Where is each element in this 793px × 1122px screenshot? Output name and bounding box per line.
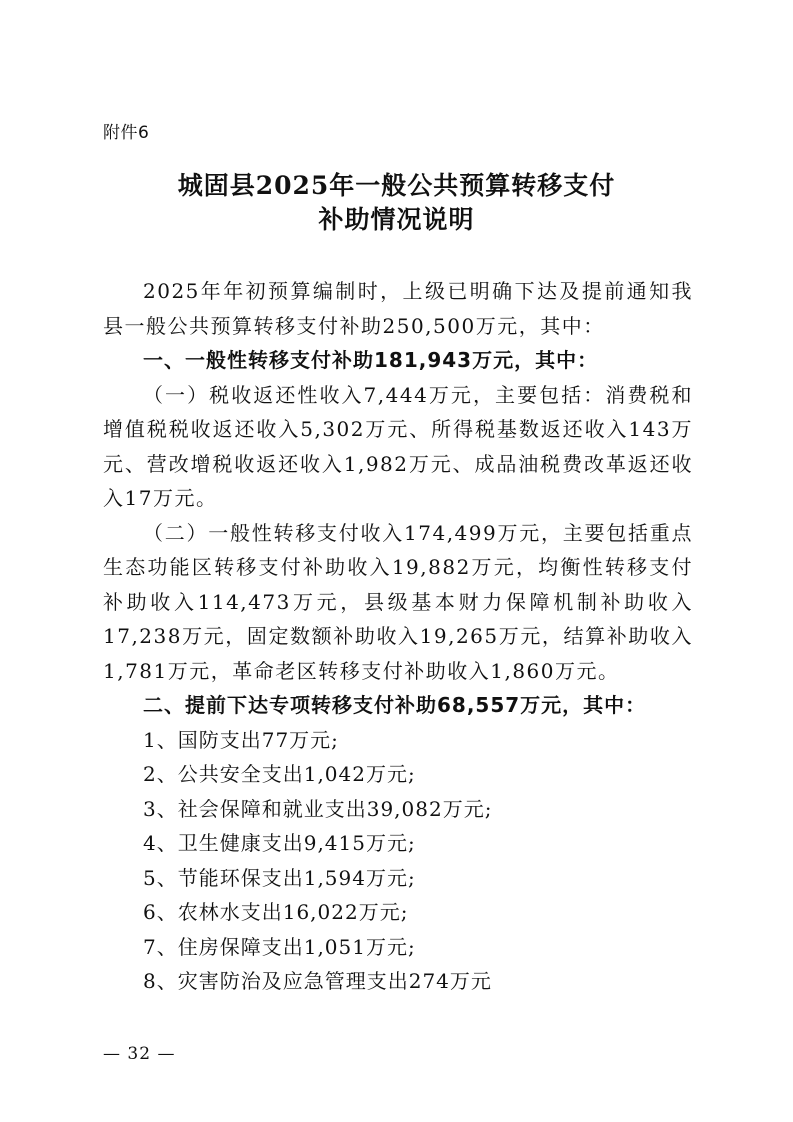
subsection-paragraph-1: （一）税收返还性收入7,444万元，主要包括：消费税和增值税税收返还收入5,302万元、所得税基数返还收入143万元、营改增税收返还收入1,982万元、成品油税费改革返还收入17万元。: [103, 382, 693, 510]
list-item: 6、农林水支出16,022万元;: [143, 900, 409, 924]
document-body: [103, 274, 693, 999]
subsection-paragraph-2: （二）一般性转移支付收入174,499万元，主要包括重点生态功能区转移支付补助收入19,882万元，均衡性转移支付补助收入114,473万元，县级基本财力保障机制补助收入17,238万元，固定数额补助收入19,265万元，结算补助收入1,781万元，革命老区转移支付补助收入1,860万元。: [103, 520, 693, 683]
attachment-label: 附件6: [103, 123, 150, 143]
section-heading-2: 二、提前下达专项转移支付补助68,557万元，其中：: [143, 693, 647, 717]
intro-paragraph: 2025年年初预算编制时，上级已明确下达及提前通知我县一般公共预算转移支付补助250,500万元，其中：: [103, 279, 693, 338]
list-item: 4、卫生健康支出9,415万元;: [143, 831, 416, 855]
list-item: 8、灾害防治及应急管理支出274万元: [143, 969, 492, 993]
page-number: — 32 —: [103, 1044, 176, 1064]
section-heading-1: 一、一般性转移支付补助181,943万元，其中：: [143, 348, 599, 372]
list-item: 3、社会保障和就业支出39,082万元;: [143, 796, 493, 821]
list-item: 5、节能环保支出1,594万元;: [143, 865, 416, 890]
list-item: 1、国防支出77万元;: [143, 727, 339, 752]
document-title-line-1: 城固县2025年一般公共预算转移支付: [177, 171, 616, 200]
list-item: 7、住房保障支出1,051万元;: [143, 934, 416, 959]
list-item: 2、公共安全支出1,042万元;: [143, 762, 416, 786]
document-title-line-2: 补助情况说明: [318, 205, 475, 234]
